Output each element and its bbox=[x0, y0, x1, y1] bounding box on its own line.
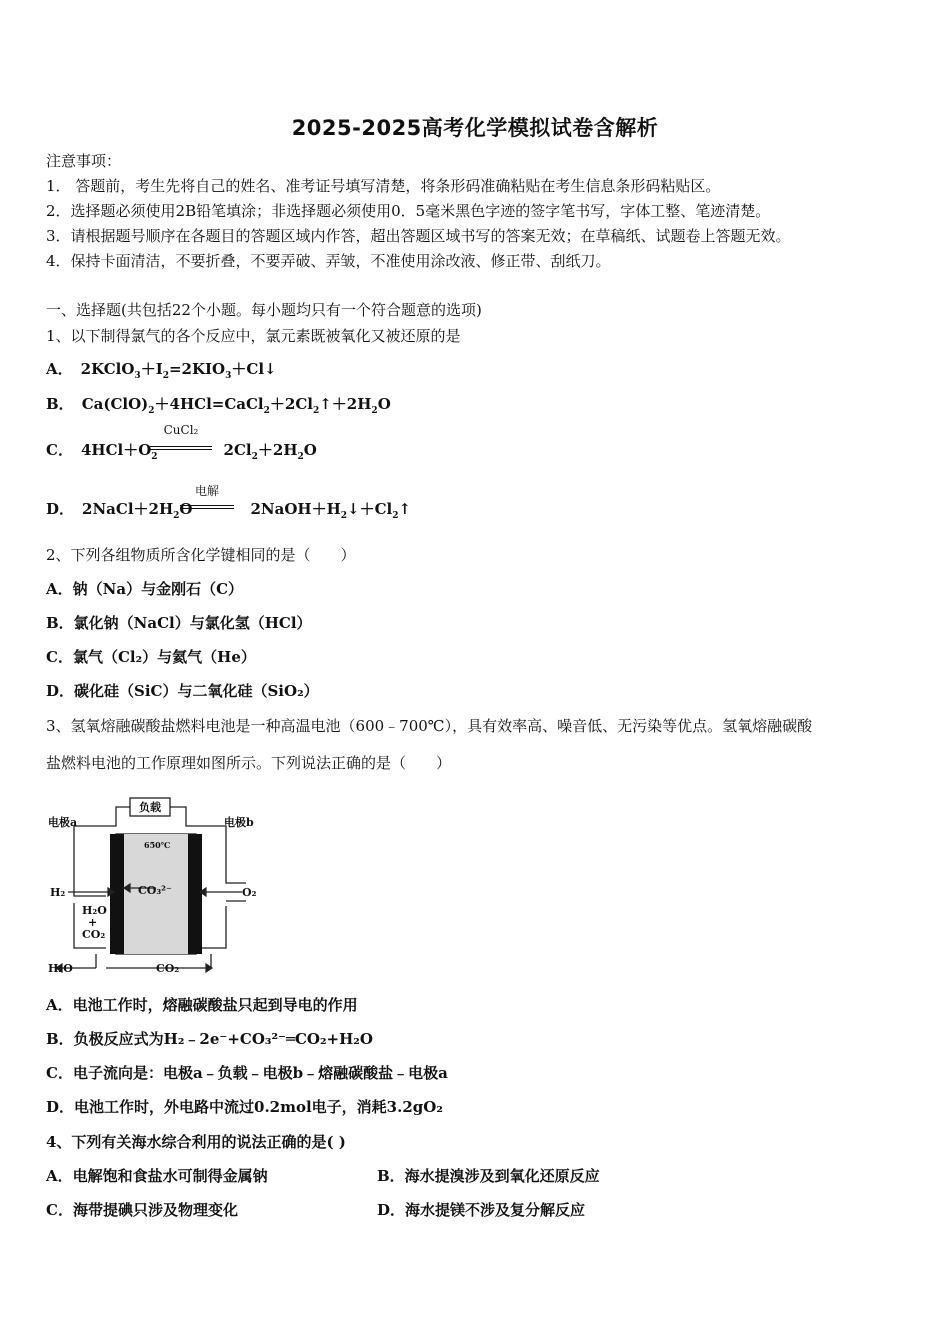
q3-option-b: B．负极反应式为H₂﹣2e⁻+CO₃²⁻═CO₂+H₂O bbox=[46, 1030, 373, 1048]
label-h2-in: H₂ bbox=[50, 886, 66, 899]
label-plus: + bbox=[88, 916, 98, 929]
q2-stem: 2、下列各组物质所含化学键相同的是（ ） bbox=[46, 546, 356, 564]
q3-option-d: D．电池工作时，外电路中流过0.2mol电子，消耗3.2gO₂ bbox=[46, 1098, 443, 1116]
q2-option-b: B．氯化钠（NaCl）与氯化氢（HCl） bbox=[46, 614, 312, 632]
q3-option-c: C．电子流向是：电极a﹣负载﹣电极b﹣熔融碳酸盐﹣电极a bbox=[46, 1064, 448, 1082]
q2-option-a: A．钠（Na）与金刚石（C） bbox=[46, 580, 244, 598]
notice-item-4: 4．保持卡面清洁，不要折叠，不要弄破、弄皱，不准使用涂改液、修正带、刮纸刀。 bbox=[46, 252, 611, 270]
label-h2o-inner: H₂O bbox=[82, 904, 107, 917]
label-co2-inner: CO₂ bbox=[82, 928, 106, 941]
q1-option-b: B． $Ca(ClO)_2+4HCl=CaCl_2+2Cl_2↑+2H_2O$ bbox=[46, 395, 391, 416]
q3-stem-line1: 3、氢氧熔融碳酸盐燃料电池是一种高温电池（600﹣700℃），具有效率高、噪音低、无污染等优点。氢氧熔融碳酸 bbox=[46, 717, 813, 735]
label-carbonate-ion: CO₃²⁻ bbox=[138, 884, 172, 897]
fuel-cell-diagram bbox=[46, 788, 266, 983]
q1-option-a: A． $2KClO_3+I_2=2KIO_3+Cl↓$ bbox=[46, 360, 277, 381]
q2-option-c: C．氯气（Cl₂）与氦气（He） bbox=[46, 648, 256, 666]
q4-option-c: C．海带提碘只涉及物理变化 bbox=[46, 1201, 238, 1219]
q1-d-condition: 电解 bbox=[194, 484, 219, 498]
q4-option-a: A．电解饱和食盐水可制得金属钠 bbox=[46, 1167, 268, 1185]
q1-c-equals-sign bbox=[150, 446, 212, 450]
q2-option-d: D．碳化硅（SiC）与二氧化硅（SiO₂） bbox=[46, 682, 319, 700]
label-co2-out: CO₂ bbox=[156, 962, 180, 975]
q1-d-equals-sign bbox=[180, 505, 234, 509]
q1-option-d: D． $2NaCl+2H_2O$ $2NaOH+H_2↓+Cl_2↑$ bbox=[46, 500, 412, 521]
label-temperature: 650℃ bbox=[144, 840, 171, 850]
notice-item-1: 1． 答题前，考生先将自己的姓名、准考证号填写清楚，将条形码准确粘贴在考生信息条形码粘贴区。 bbox=[46, 177, 721, 195]
notice-heading: 注意事项： bbox=[46, 152, 122, 170]
q4-option-b: B．海水提溴涉及到氧化还原反应 bbox=[377, 1167, 600, 1185]
label-load: 负载 bbox=[139, 801, 161, 814]
section-heading: 一、选择题(共包括22个小题。每小题均只有一个符合题意的选项) bbox=[46, 301, 482, 319]
q1-c-condition: CuCl₂ bbox=[163, 423, 199, 437]
electrode-b-plate bbox=[188, 834, 202, 954]
label-electrode-b: 电极b bbox=[224, 816, 254, 829]
q1-option-c: C． $4HCl+O_2$ $2Cl_2+2H_2O$ bbox=[46, 441, 317, 462]
electrode-a-plate bbox=[110, 834, 124, 954]
page-title: 2025-2025高考化学模拟试卷含解析 bbox=[291, 116, 659, 140]
q3-option-a: A．电池工作时，熔融碳酸盐只起到导电的作用 bbox=[46, 996, 358, 1014]
q1-option-a-label: A． bbox=[46, 360, 73, 378]
q1-option-d-label: D． bbox=[46, 500, 75, 518]
q1-option-b-label: B． bbox=[46, 395, 74, 413]
label-h2o-out: H₂O bbox=[48, 962, 73, 975]
label-electrode-a: 电极a bbox=[48, 816, 78, 829]
q4-stem: 4、下列有关海水综合利用的说法正确的是( ) bbox=[46, 1133, 346, 1151]
q1-option-c-label: C． bbox=[46, 441, 73, 459]
q1-stem: 1、以下制得氯气的各个反应中，氯元素既被氧化又被还原的是 bbox=[46, 327, 461, 345]
q4-option-d: D．海水提镁不涉及复分解反应 bbox=[377, 1201, 586, 1219]
q3-stem-line2: 盐燃料电池的工作原理如图所示。下列说法正确的是（ ） bbox=[46, 754, 452, 772]
notice-item-3: 3．请根据题号顺序在各题目的答题区域内作答，超出答题区域书写的答案无效；在草稿纸、试题卷上答题无效。 bbox=[46, 227, 791, 245]
notice-item-2: 2．选择题必须使用2B铅笔填涂；非选择题必须使用0．5毫米黑色字迹的签字笔书写，字体工整、笔迹清楚。 bbox=[46, 202, 771, 220]
label-o2-in: O₂ bbox=[242, 886, 257, 899]
